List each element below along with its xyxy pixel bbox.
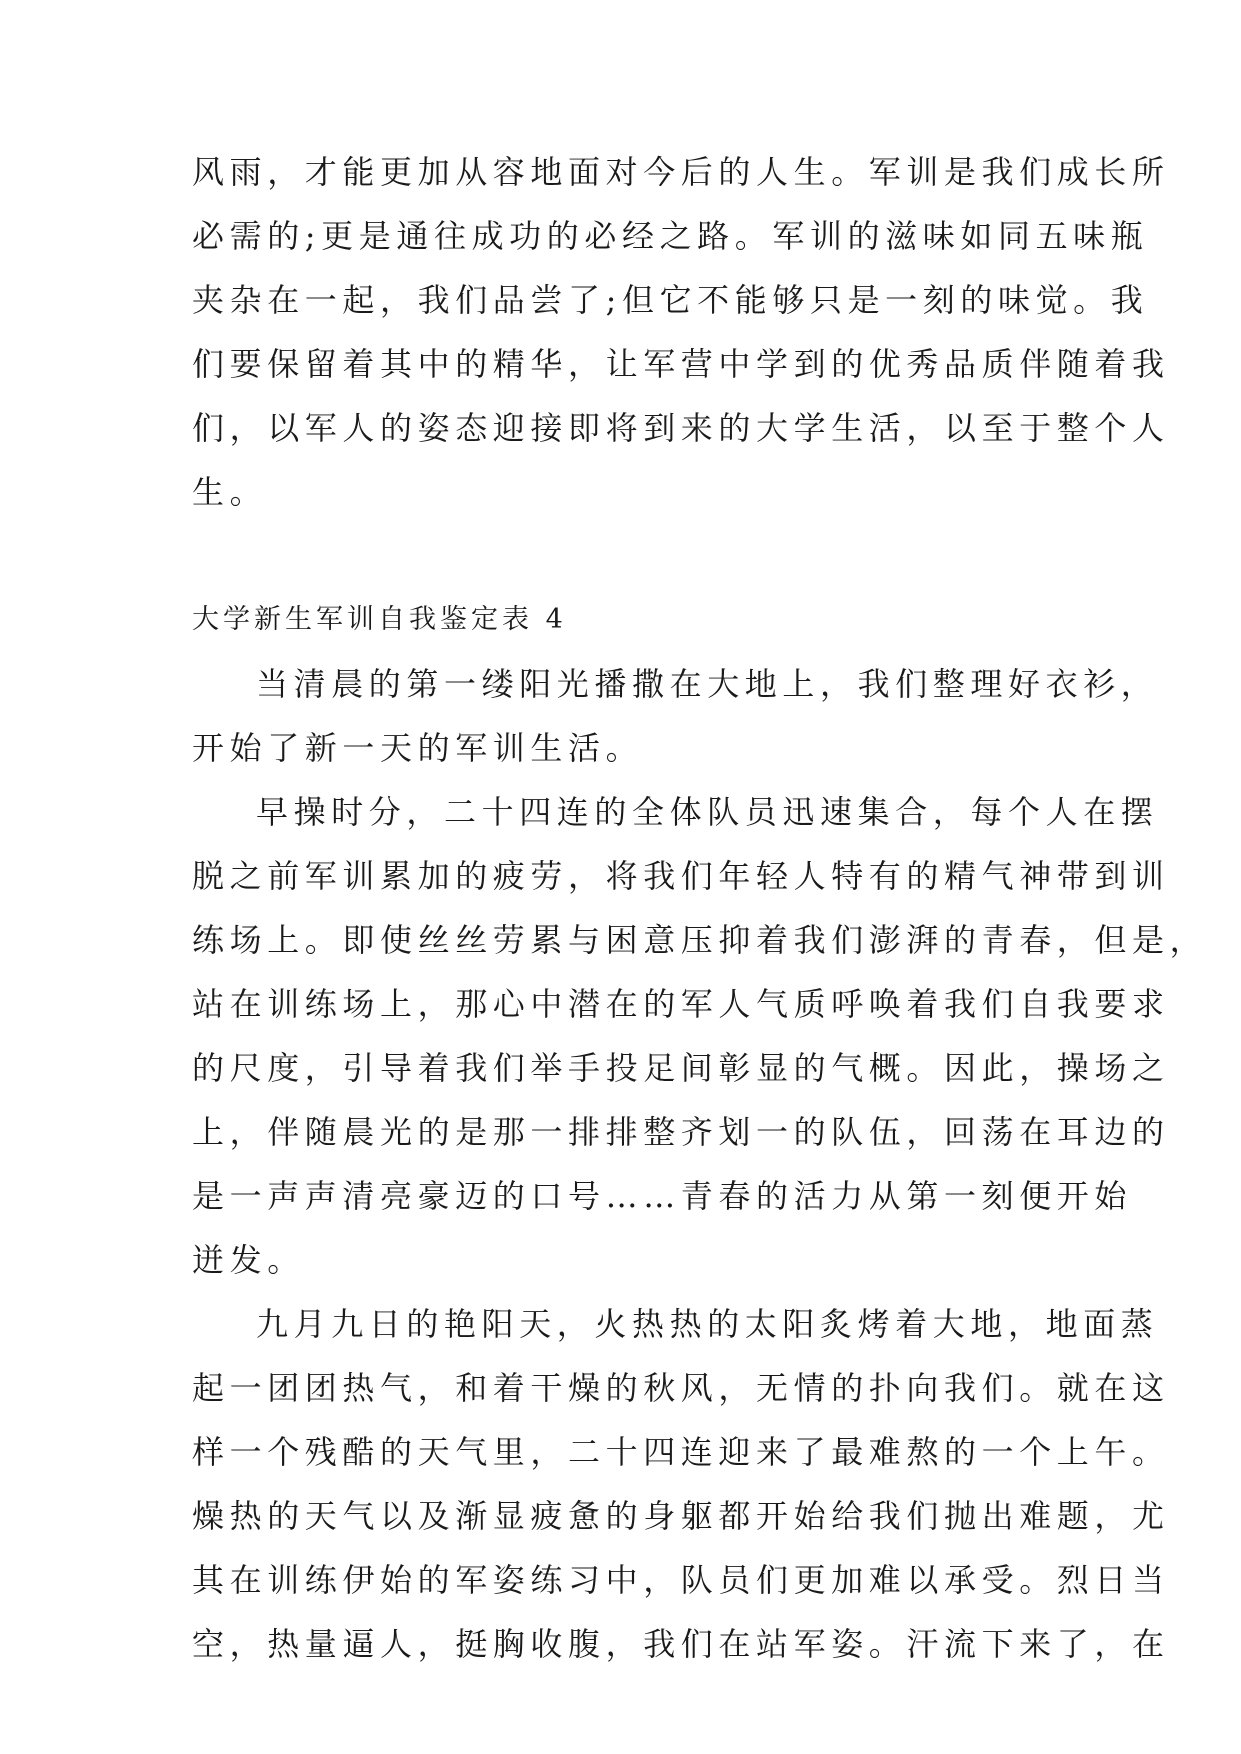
text-line: 空，热量逼人，挺胸收腹，我们在站军姿。汗流下来了，在 [192,1625,1170,1663]
text-line: 九月九日的艳阳天，火热热的太阳炙烤着大地，地面蒸 [256,1305,1159,1343]
text-line: 燥热的天气以及渐显疲惫的身躯都开始给我们抛出难题，尤 [192,1497,1170,1535]
section-spacer [192,524,1062,588]
text-line: 开始了新一天的军训生活。 [192,729,644,767]
text-line: 上，伴随晨光的是那一排排整齐划一的队伍，回荡在耳边的 [192,1113,1170,1151]
text-line: 脱之前军训累加的疲劳，将我们年轻人特有的精气神带到训 [192,857,1170,895]
paragraph-morning [192,652,1159,780]
text-line: 们要保留着其中的精华，让军营中学到的优秀品质伴随着我 [192,345,1170,383]
text-line: 当清晨的第一缕阳光播撒在大地上，我们整理好衣衫， [256,665,1159,703]
section-title: 大学新生军训自我鉴定表 4 [192,604,567,635]
paragraph-intro-ending [192,140,1170,524]
text-line: 们，以军人的姿态迎接即将到来的大学生活，以至于整个人 [192,409,1170,447]
paragraph-morning-drill [192,780,1208,1292]
text-line: 夹杂在一起，我们品尝了;但它不能够只是一刻的味觉。我 [192,281,1149,319]
text-line: 早操时分，二十四连的全体队员迅速集合，每个人在摆 [256,793,1159,831]
text-line: 迸发。 [192,1241,305,1279]
text-line: 站在训练场上，那心中潜在的军人气质呼唤着我们自我要求 [192,985,1170,1023]
text-line: 是一声声清亮豪迈的口号……青春的活力从第一刻便开始 [192,1177,1133,1215]
text-line: 练场上。即使丝丝劳累与困意压抑着我们澎湃的青春，但是， [192,921,1208,959]
document-body [192,140,1208,1676]
text-line: 的尺度，引导着我们举手投足间彰显的气概。因此，操场之 [192,1049,1170,1087]
text-line: 生。 [192,473,268,511]
text-line: 样一个残酷的天气里，二十四连迎来了最难熬的一个上午。 [192,1433,1170,1471]
text-line: 风雨，才能更加从容地面对今后的人生。军训是我们成长所 [192,153,1170,191]
text-line: 必需的;更是通往成功的必经之路。军训的滋味如同五味瓶 [192,217,1149,255]
paragraph-hot-day [192,1292,1170,1676]
text-line: 起一团团热气，和着干燥的秋风，无情的扑向我们。就在这 [192,1369,1170,1407]
text-line: 其在训练伊始的军姿练习中，队员们更加难以承受。烈日当 [192,1561,1170,1599]
